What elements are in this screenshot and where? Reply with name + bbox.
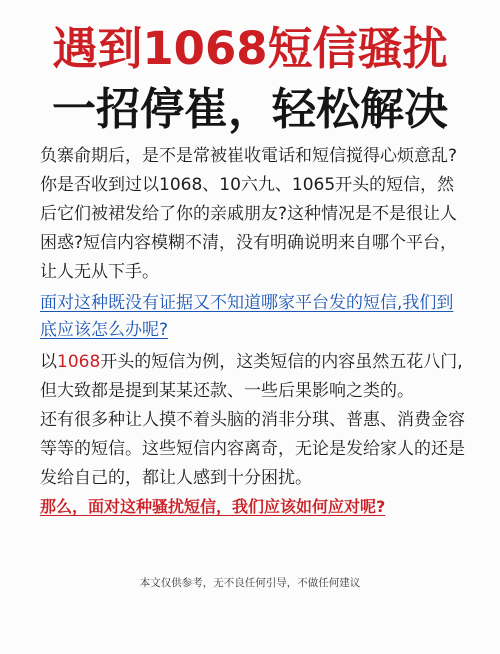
example-paragraph-rest: 开头的短信为例，这类短信的内容虽然五花八门,但大致都是提到某某还款、一些后果影响之类的。 <box>40 352 463 401</box>
example-paragraph-lead: 以 <box>40 352 57 372</box>
intro-paragraph: 负寨俞期后，是不是常被崔收電话和短信搅得心烦意乱?你是否收到过以1068、10六九、1065开头的短信，然后它们被裙发给了你的亲戚朋友?这种情况是不是很让人困惑?短信内容模糊不清，没有明确说明来自哪个平台，让人无从下手。 <box>40 146 458 282</box>
detail-paragraph: 还有很多种让人摸不着头脑的消非分琪、普惠、消费金容等等的短信。这些短信内容离奇，无论是发给家人的还是发给自己的，都让人感到十分困扰。 <box>40 410 465 488</box>
callout-question: 那么，面对这种骚扰短信，我们应该如何应对呢? <box>40 497 386 516</box>
example-paragraph <box>40 348 470 406</box>
headline-primary: 遇到1068短信骚扰 <box>52 22 448 75</box>
headline-secondary: 一招停崔，轻松解决 <box>52 84 448 135</box>
question-link[interactable]: 面对这种既没有证据又不知道哪家平台发的短信,我们到底应该怎么办呢? <box>40 293 454 340</box>
number-highlight: 1068 <box>57 352 101 372</box>
disclaimer-text: 本文仅供参考，无不良任何引导，不做任何建议 <box>139 577 361 589</box>
